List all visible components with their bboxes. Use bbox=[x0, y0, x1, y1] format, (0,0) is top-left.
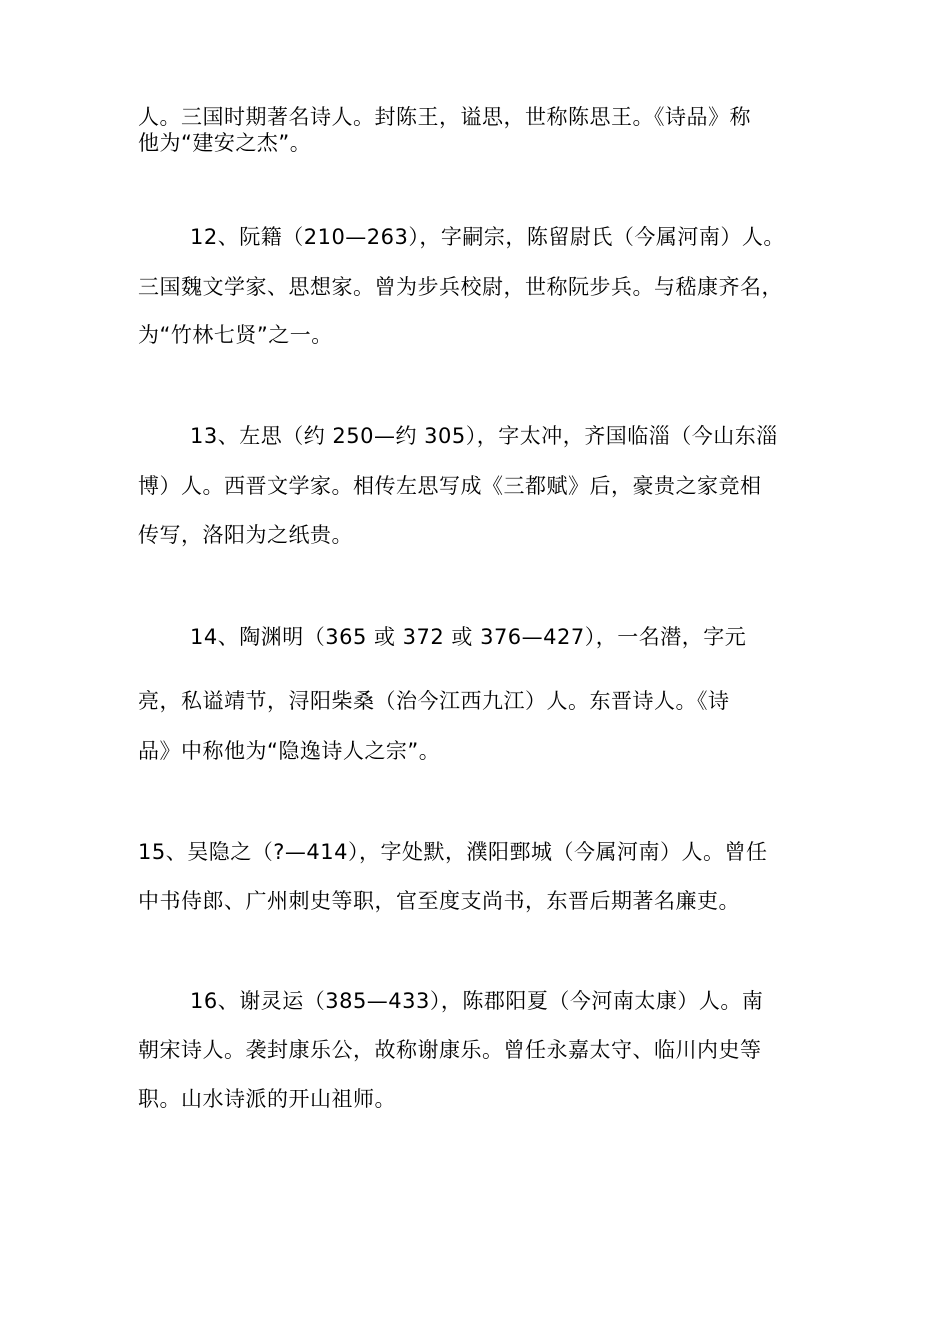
entry-14-line-1: 14、陶渊明（365 或 372 或 376—427），一名潜，字元 bbox=[190, 625, 747, 649]
entry-12-line-2: 三国魏文学家、思想家。曾为步兵校尉，世称阮步兵。与嵇康齐名， bbox=[138, 275, 783, 299]
entry-11-line-2: 他为“建安之杰”。 bbox=[138, 131, 312, 155]
entry-16-line-3: 职。山水诗派的开山祖师。 bbox=[138, 1087, 396, 1111]
entry-11-line-1: 人。三国时期著名诗人。封陈王，谥思，世称陈思王。《诗品》称 bbox=[138, 105, 751, 129]
entry-14-line-3: 品》中称他为“隐逸诗人之宗”。 bbox=[138, 739, 441, 763]
entry-15-line-1: 15、吴隐之（?—414），字处默，濮阳鄄城（今属河南）人。曾任 bbox=[138, 840, 768, 864]
entry-15-line-2: 中书侍郎、广州刺史等职，官至度支尚书，东晋后期著名廉吏。 bbox=[138, 889, 740, 913]
entry-13-line-2: 博）人。西晋文学家。相传左思写成《三都赋》后，豪贵之家竞相 bbox=[138, 474, 762, 498]
entry-14-line-2: 亮，私谥靖节，浔阳柴桑（治今江西九江）人。东晋诗人。《诗 bbox=[138, 689, 730, 713]
entry-12-line-1: 12、阮籍（210—263），字嗣宗，陈留尉氏（今属河南）人。 bbox=[190, 225, 785, 249]
entry-13-line-3: 传写，洛阳为之纸贵。 bbox=[138, 523, 353, 547]
entry-16-line-1: 16、谢灵运（385—433），陈郡阳夏（今河南太康）人。南 bbox=[190, 989, 764, 1013]
entry-12-line-3: 为“竹林七贤”之一。 bbox=[138, 323, 333, 347]
entry-16-line-2: 朝宋诗人。袭封康乐公，故称谢康乐。曾任永嘉太守、临川内史等 bbox=[138, 1038, 762, 1062]
entry-13-line-1: 13、左思（约 250—约 305），字太冲，齐国临淄（今山东淄 bbox=[190, 424, 778, 448]
